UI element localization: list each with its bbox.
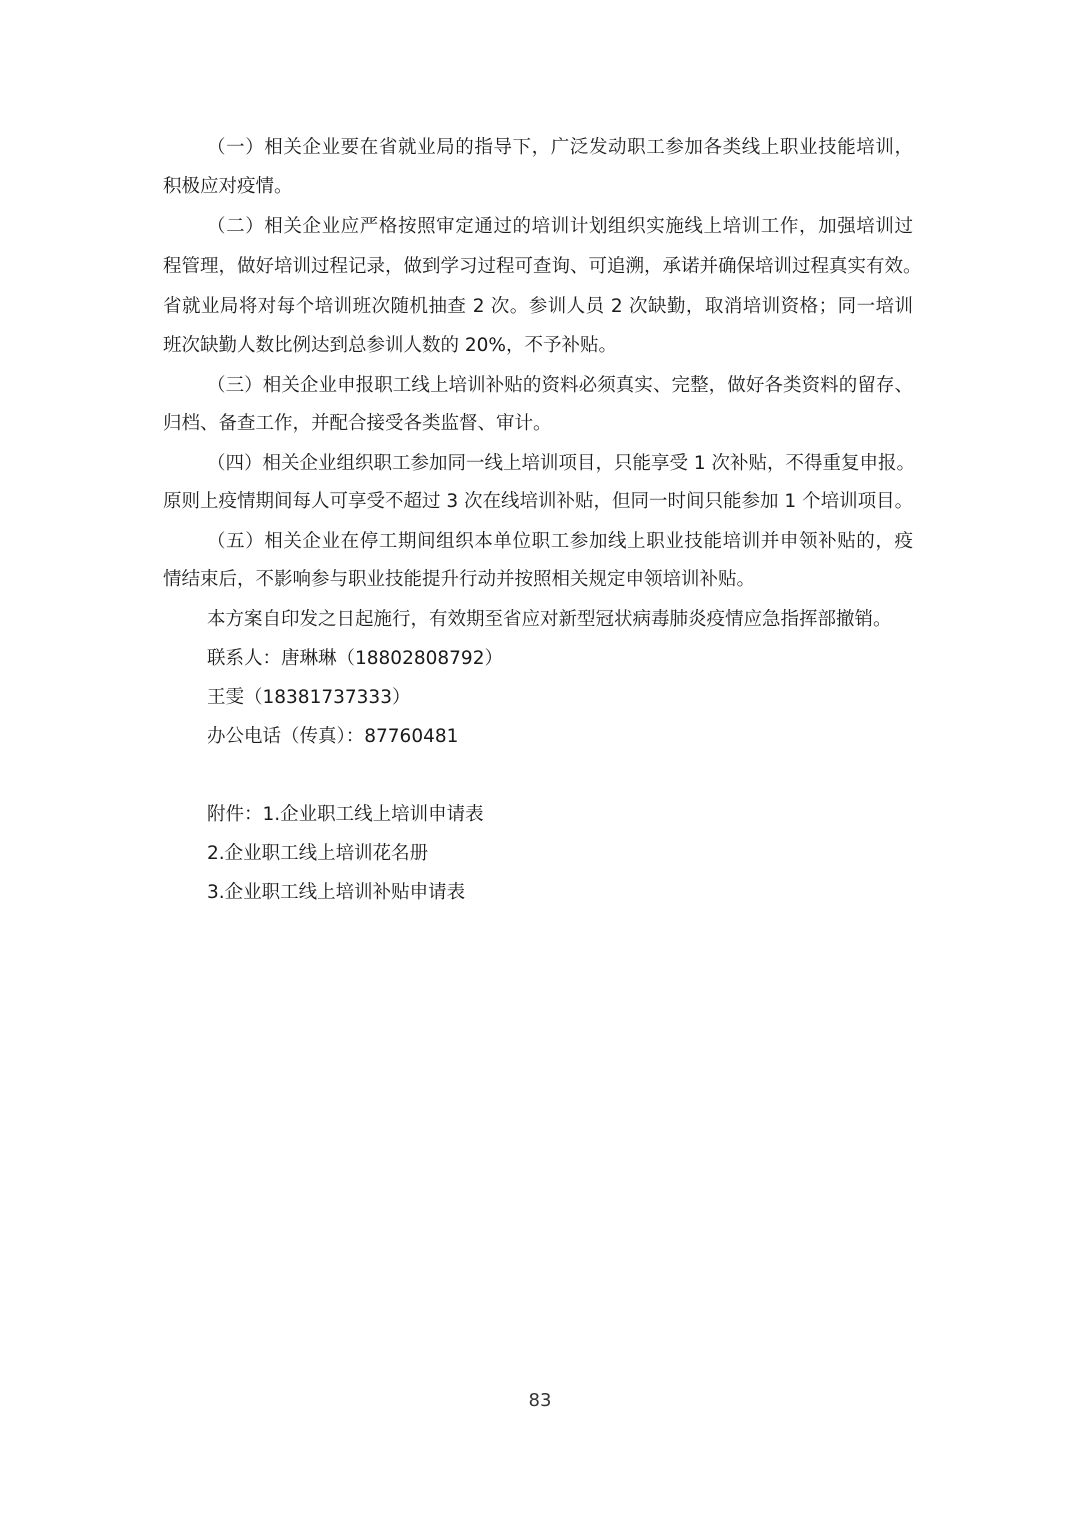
attachment-2: 2.企业职工线上培训花名册 [207,843,429,864]
attachment-1: 附件：1.企业职工线上培训申请表 [207,804,484,825]
contact-person-2: 王雯（18381737333） [207,687,411,708]
attachment-3: 3.企业职工线上培训补贴申请表 [207,882,466,903]
paragraph-5-line-2: 情结束后，不影响参与职业技能提升行动并按照相关规定申领培训补贴。 [163,569,756,590]
paragraph-5-line-1: （五）相关企业在停工期间组织本单位职工参加线上职业技能培训并申领补贴的，疫 [207,531,913,552]
paragraph-4-line-2: 原则上疫情期间每人可享受不超过 3 次在线培训补贴，但同一时间只能参加 1 个培训项目。 [163,491,914,512]
page-number: 83 [528,1390,552,1411]
paragraph-2-line-2: 程管理，做好培训过程记录，做到学习过程可查询、可追溯，承诺并确保培训过程真实有效。 [163,256,922,277]
paragraph-3-line-2: 归档、备查工作，并配合接受各类监督、审计。 [163,413,552,434]
paragraph-2-line-1: （二）相关企业应严格按照审定通过的培训计划组织实施线上培训工作，加强培训过 [207,216,913,237]
effective-date-note: 本方案自印发之日起施行，有效期至省应对新型冠状病毒肺炎疫情应急指挥部撤销。 [207,609,892,630]
contact-person-1: 联系人：唐琳琳（18802808792） [207,648,503,669]
paragraph-1-line-1: （一）相关企业要在省就业局的指导下，广泛发动职工参加各类线上职业技能培训， [207,137,913,158]
paragraph-2-line-3: 省就业局将对每个培训班次随机抽查 2 次。参训人员 2 次缺勤，取消培训资格；同一培训 [163,296,913,317]
paragraph-3-line-1: （三）相关企业申报职工线上培训补贴的资料必须真实、完整，做好各类资料的留存、 [207,375,913,396]
office-phone: 办公电话（传真）：87760481 [207,726,459,747]
paragraph-2-line-4: 班次缺勤人数比例达到总参训人数的 20%，不予补贴。 [163,335,618,356]
paragraph-4-line-1: （四）相关企业组织职工参加同一线上培训项目，只能享受 1 次补贴，不得重复申报。 [207,453,916,474]
paragraph-1-line-2: 积极应对疫情。 [163,176,293,197]
